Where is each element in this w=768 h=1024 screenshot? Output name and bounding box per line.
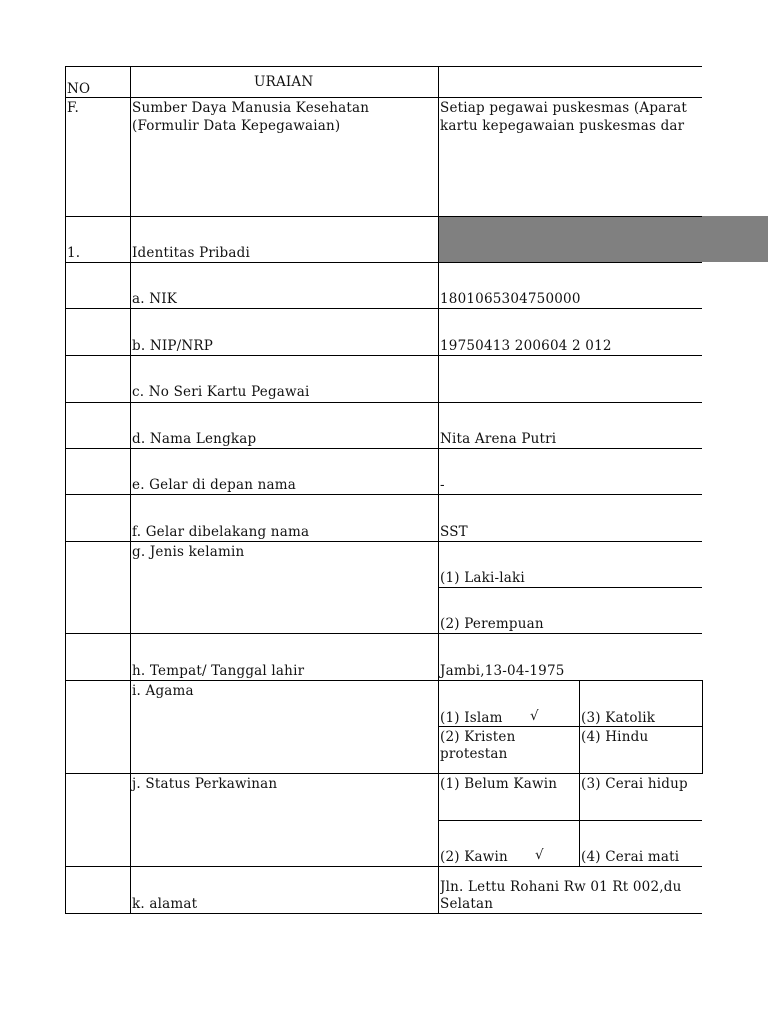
agama-check-mark: √	[530, 708, 539, 724]
grid-line	[65, 773, 702, 774]
ttl-value: Jambi,13-04-1975	[440, 663, 565, 679]
header-uraian: URAIAN	[254, 74, 314, 90]
grid-line	[65, 66, 702, 67]
perkawinan-check-mark: √	[535, 847, 544, 863]
grid-line	[65, 494, 702, 495]
grid-line	[65, 97, 702, 98]
jenis-kelamin-option-1: (1) Laki-laki	[440, 570, 525, 586]
nip-label: b. NIP/NRP	[132, 338, 214, 354]
perkawinan-option-3: (3) Cerai hidup	[581, 776, 688, 792]
section-subtitle: (Formulir Data Kepegawaian)	[132, 118, 341, 134]
grid-line	[438, 726, 702, 727]
agama-option-1: (1) Islam	[440, 710, 503, 726]
alamat-value-line2: Selatan	[440, 896, 494, 912]
ttl-label: h. Tempat/ Tanggal lahir	[132, 663, 305, 679]
nik-label: a. NIK	[132, 291, 178, 307]
agama-label: i. Agama	[132, 683, 194, 699]
agama-option-3: (3) Katolik	[581, 710, 656, 726]
nama-value: Nita Arena Putri	[440, 431, 557, 447]
perkawinan-option-2: (2) Kawin	[440, 849, 508, 865]
grid-line	[438, 820, 702, 821]
agama-option-4: (4) Hindu	[581, 729, 649, 745]
gelar-belakang-value: SST	[440, 524, 468, 540]
perkawinan-option-3-cell	[581, 776, 702, 794]
gelar-belakang-label: f. Gelar dibelakang nama	[132, 524, 310, 540]
section-no: F.	[67, 100, 79, 116]
grid-line	[438, 66, 439, 914]
grid-line	[65, 541, 702, 542]
grid-line	[702, 680, 703, 774]
alamat-value	[440, 879, 702, 915]
section-desc-line2: kartu kepegawaian puskesmas dar	[440, 118, 685, 134]
gray-side-band	[702, 216, 768, 262]
grid-line	[65, 448, 702, 449]
identity-no: 1.	[67, 245, 81, 261]
perkawinan-option-1: (1) Belum Kawin	[440, 776, 558, 792]
perkawinan-option-4-cell	[581, 849, 702, 867]
section-desc-line1: Setiap pegawai puskesmas (Aparat	[440, 100, 687, 116]
jenis-kelamin-label: g. Jenis kelamin	[132, 544, 245, 560]
jenis-kelamin-option-2: (2) Perempuan	[440, 616, 544, 632]
grid-line	[65, 355, 702, 356]
grid-line	[65, 308, 702, 309]
kartu-label: c. No Seri Kartu Pegawai	[132, 384, 310, 400]
grid-line	[65, 262, 702, 263]
grid-line	[65, 66, 66, 914]
gray-header-band	[438, 216, 702, 262]
perkawinan-option-4: (4) Cerai mati	[581, 849, 680, 865]
nama-label: d. Nama Lengkap	[132, 431, 257, 447]
grid-line	[65, 402, 702, 403]
alamat-label: k. alamat	[132, 896, 198, 912]
gelar-depan-value: -	[440, 477, 445, 493]
section-title: Sumber Daya Manusia Kesehatan	[132, 100, 370, 116]
agama-option-2-line2: protestan	[440, 746, 508, 762]
nik-value: 1801065304750000	[440, 291, 581, 307]
header-no: NO	[67, 81, 91, 97]
section-description	[440, 100, 702, 140]
grid-line	[579, 680, 580, 866]
grid-line	[65, 680, 702, 681]
nip-value: 19750413 200604 2 012	[440, 338, 612, 354]
agama-option-2-line1: (2) Kristen	[440, 729, 516, 745]
identity-label: Identitas Pribadi	[132, 245, 250, 261]
grid-line	[65, 633, 702, 634]
perkawinan-label: j. Status Perkawinan	[132, 776, 278, 792]
alamat-value-line1: Jln. Lettu Rohani Rw 01 Rt 002,du	[440, 879, 682, 895]
grid-line	[65, 216, 702, 217]
grid-line	[130, 66, 131, 914]
gelar-depan-label: e. Gelar di depan nama	[132, 477, 297, 493]
grid-line	[438, 587, 702, 588]
